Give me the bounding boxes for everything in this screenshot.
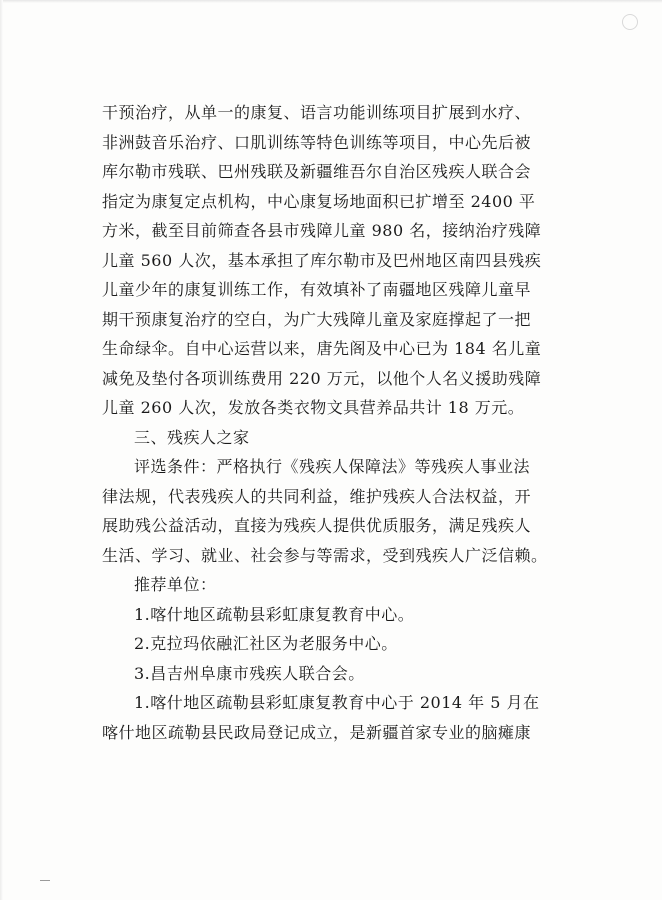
text-line: 儿童 560 人次，基本承担了库尔勒市及巴州地区南四县残疾 <box>102 250 542 270</box>
list-item: 3.昌吉州阜康市残疾人联合会。 <box>134 663 365 683</box>
text-line: 非洲鼓音乐治疗、口肌训练等特色训练等项目，中心先后被 <box>102 132 532 152</box>
text-line: 干预治疗，从单一的康复、语言功能训练项目扩展到水疗、 <box>102 103 532 122</box>
text-line: 库尔勒市残联、巴州残联及新疆维吾尔自治区残疾人联合会 <box>102 162 532 181</box>
list-item: 1.喀什地区疏勒县彩虹康复教育中心。 <box>134 604 415 624</box>
text-line: 评选条件：严格执行《残疾人保障法》等残疾人事业法 <box>134 457 531 476</box>
text-line: 展助残公益活动，直接为残疾人提供优质服务，满足残疾人 <box>102 516 532 535</box>
scan-edge-top <box>0 0 662 3</box>
section-heading: 三、残疾人之家 <box>134 427 250 447</box>
text-line: 儿童 260 人次，发放各类衣物文具营养品共计 18 万元。 <box>102 398 525 417</box>
scan-corner-mark <box>622 14 638 30</box>
text-line: 生命绿伞。自中心运营以来，唐先阁及中心已为 184 名儿童 <box>102 339 542 358</box>
text-line: 指定为康复定点机构，中心康复场地面积已扩增至 2400 平 <box>102 191 536 211</box>
text-line: 期干预康复治疗的空白，为广大残障儿童及家庭撑起了一把 <box>102 309 532 329</box>
text-line: 1.喀什地区疏勒县彩虹康复教育中心于 2014 年 5 月在 <box>134 693 540 712</box>
text-line: 儿童少年的康复训练工作，有效填补了南疆地区残障儿童早 <box>102 280 532 299</box>
list-item: 2.克拉玛依融汇社区为老服务中心。 <box>134 634 398 653</box>
scan-mark <box>40 880 50 881</box>
document-body <box>102 98 564 747</box>
text-line: 方米，截至目前筛查各县市残障儿童 980 名，接纳治疗残障 <box>102 221 542 240</box>
text-line: 喀什地区疏勒县民政局登记成立，是新疆首家专业的脑瘫康 <box>102 722 532 742</box>
scan-edge-left <box>0 0 3 900</box>
list-heading: 推荐单位： <box>134 575 217 594</box>
text-line: 生活、学习、就业、社会参与等需求，受到残疾人广泛信赖。 <box>102 545 548 565</box>
text-line: 律法规，代表残疾人的共同利益，维护残疾人合法权益，开 <box>102 486 532 506</box>
text-line: 减免及垫付各项训练费用 220 万元，以他个人名义援助残障 <box>102 368 542 388</box>
